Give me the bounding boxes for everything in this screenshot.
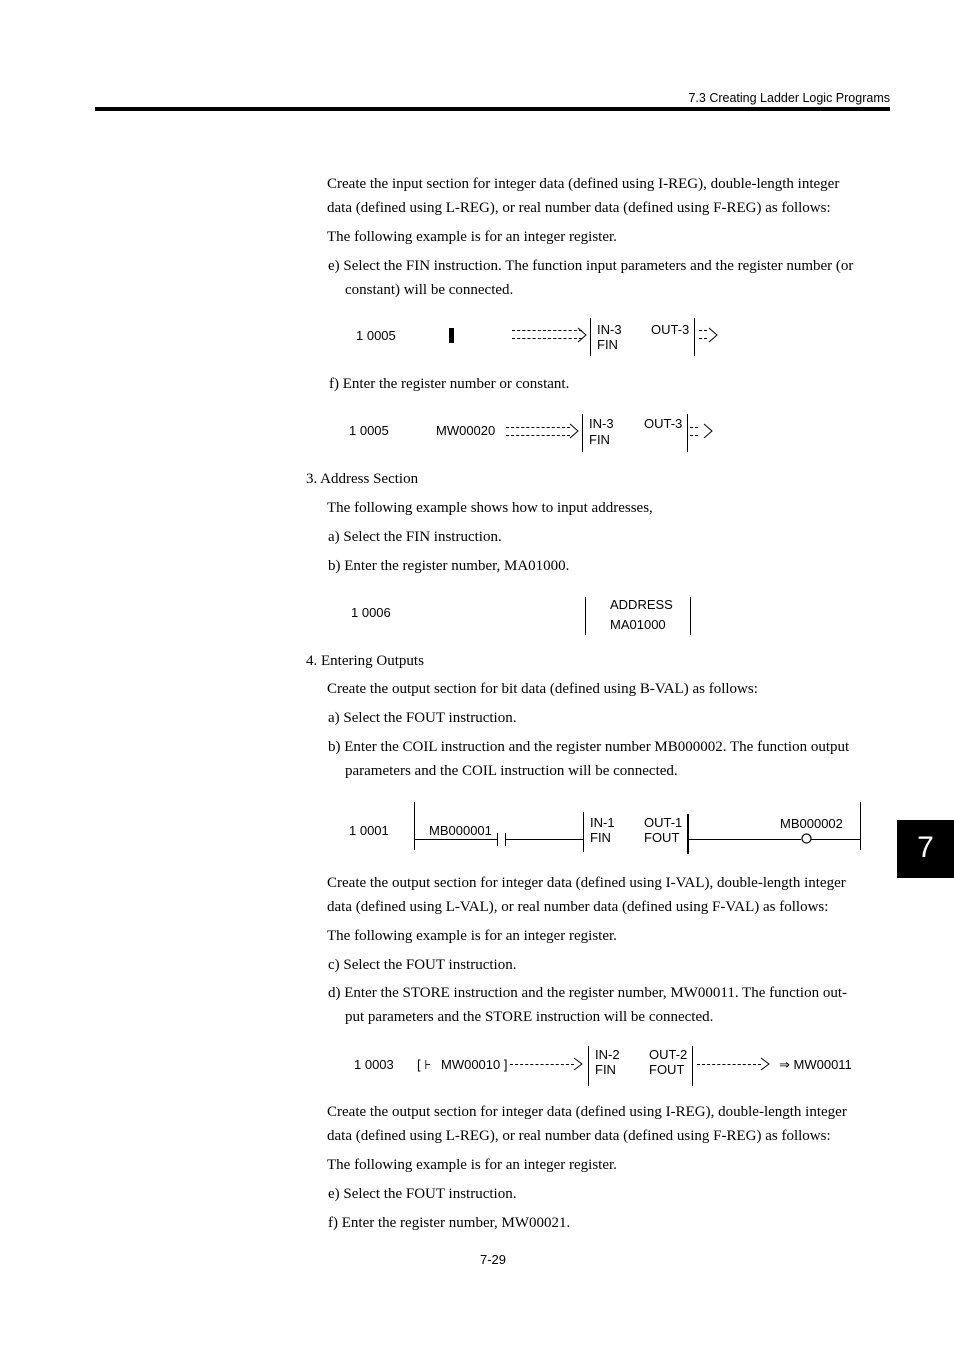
instruction-label: FIN — [590, 830, 611, 845]
step-e-line: constant) will be connected. — [345, 282, 514, 298]
function-rail — [582, 414, 583, 452]
instruction-label: FIN — [589, 432, 610, 447]
arrow-icon — [704, 423, 714, 439]
rung-wire — [811, 839, 860, 840]
dashed-connector — [510, 1064, 574, 1065]
dashed-connector — [697, 1064, 761, 1065]
register-label: MW00020 — [436, 423, 496, 438]
step-c: c) Select the FOUT instruction. — [328, 957, 517, 973]
step-e: e) Select the FOUT instruction. — [328, 1186, 517, 1202]
function-rail — [588, 1046, 589, 1086]
coil-label: MB000002 — [780, 816, 843, 831]
section-header: 7.3 Creating Ladder Logic Programs — [688, 91, 890, 105]
dashed-connector — [512, 330, 582, 331]
dashed-connector — [699, 338, 707, 339]
function-rail — [687, 814, 689, 854]
step-f: f) Enter the register number, MW00021. — [328, 1215, 571, 1231]
step-d-line: put parameters and the STORE instruction will be connected. — [345, 1009, 714, 1025]
function-rail — [585, 597, 586, 635]
contact-label: MB000001 — [429, 823, 492, 838]
paragraph-line: data (defined using L-REG), or real number data (defined using F-REG) as follows: — [327, 1128, 831, 1144]
paragraph-line: The following example is for an integer register. — [327, 229, 617, 245]
function-rail — [590, 318, 591, 356]
rung-wire — [415, 839, 497, 840]
step-b-line: b) Enter the COIL instruction and the register number MB000002. The function output — [328, 739, 850, 755]
paragraph-line: The following example is for an integer register. — [327, 928, 617, 944]
contact-icon — [497, 833, 498, 846]
step-a: a) Select the FOUT instruction. — [328, 710, 517, 726]
paragraph-line: The following example shows how to input addresses, — [327, 500, 653, 516]
chapter-tab: 7 — [897, 820, 954, 878]
register-label: MA01000 — [610, 617, 666, 632]
line-number: 1 0001 — [349, 823, 389, 838]
step-a: a) Select the FIN instruction. — [328, 529, 502, 545]
output-label: OUT-2 — [649, 1047, 688, 1062]
dashed-connector — [506, 427, 570, 428]
address-label: ADDRESS — [610, 597, 673, 612]
paragraph-line: Create the output section for bit data (defined using B-VAL) as follows: — [327, 681, 758, 697]
instruction-label: FOUT — [649, 1062, 685, 1077]
dashed-connector — [506, 435, 570, 436]
rung-wire — [689, 839, 801, 840]
arrow-icon — [709, 327, 719, 343]
paragraph-line: data (defined using L-VAL), or real number data (defined using F-VAL) as follows: — [327, 899, 829, 915]
input-label: IN-1 — [590, 815, 615, 830]
paragraph-line: data (defined using L-REG), or real number data (defined using F-REG) as follows: — [327, 200, 831, 216]
line-number: 1 0005 — [356, 328, 396, 343]
line-number: 1 0005 — [349, 423, 389, 438]
arrow-icon — [578, 327, 588, 343]
dashed-connector — [690, 427, 698, 428]
dashed-connector — [512, 338, 582, 339]
cursor-block — [449, 328, 454, 343]
section-title: 3. Address Section — [306, 471, 419, 487]
step-b-line: parameters and the COIL instruction will be connected. — [345, 763, 678, 779]
left-power-rail — [414, 802, 415, 850]
output-label: OUT-3 — [651, 322, 690, 337]
right-power-rail — [860, 802, 861, 850]
line-number: 1 0006 — [351, 605, 391, 620]
instruction-label: FIN — [597, 337, 618, 352]
dashed-connector — [690, 435, 698, 436]
step-d-line: d) Enter the STORE instruction and the register number, MW00011. The function out- — [328, 985, 848, 1001]
step-e-line: e) Select the FIN instruction. The function input parameters and the register number (or — [328, 258, 854, 274]
function-rail — [692, 1046, 693, 1086]
arrow-icon — [572, 1057, 584, 1073]
paragraph-line: Create the input section for integer data (defined using I-REG), double-length integer — [327, 176, 840, 192]
instruction-label: FIN — [595, 1062, 616, 1077]
input-label: IN-3 — [597, 322, 622, 337]
step-b: b) Enter the register number, MA01000. — [328, 558, 570, 574]
function-rail — [583, 812, 584, 852]
function-rail — [690, 597, 691, 635]
instruction-label: FOUT — [644, 830, 680, 845]
dashed-connector — [699, 330, 707, 331]
section-title: 4. Entering Outputs — [306, 653, 424, 669]
page-number: 7-29 — [480, 1252, 507, 1267]
bracket-label: [ ⊦ — [417, 1057, 431, 1072]
paragraph-line: Create the output section for integer data (defined using I-REG), double-length integer — [327, 1104, 847, 1120]
output-label: OUT-1 — [644, 815, 683, 830]
arrow-icon — [759, 1057, 771, 1073]
header-rule — [95, 107, 890, 111]
paragraph-line: Create the output section for integer data (defined using I-VAL), double-length integer — [327, 875, 846, 891]
store-register-label: ⇒ MW00011 — [779, 1057, 852, 1072]
arrow-icon — [570, 423, 580, 439]
rung-wire — [506, 839, 583, 840]
function-rail — [687, 414, 688, 452]
output-label: OUT-3 — [644, 416, 683, 431]
source-register-label: MW00010 ] — [441, 1057, 508, 1072]
paragraph-line: The following example is for an integer register. — [327, 1157, 617, 1173]
step-f: f) Enter the register number or constant. — [329, 376, 570, 392]
line-number: 1 0003 — [354, 1057, 394, 1072]
input-label: IN-3 — [589, 416, 614, 431]
input-label: IN-2 — [595, 1047, 620, 1062]
function-rail — [694, 318, 695, 356]
